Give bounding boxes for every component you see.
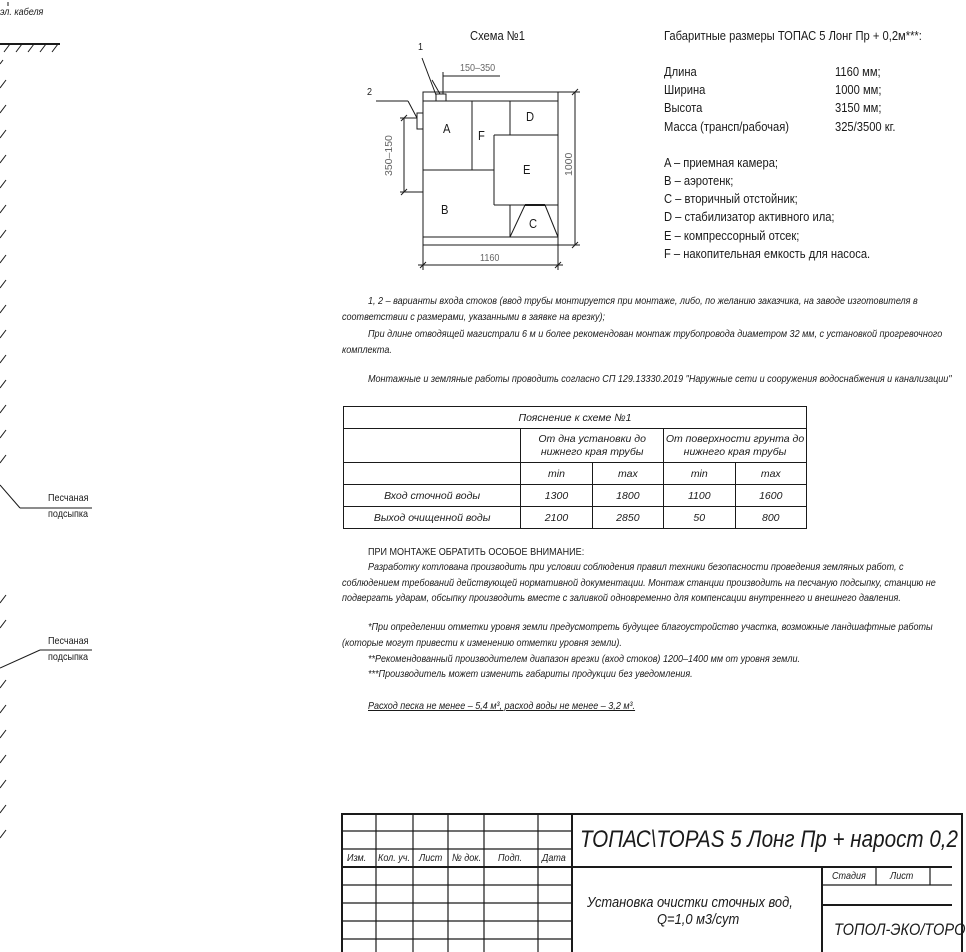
footnote-1-line2: (которые могут привести к изменению отметки уровня земли). [342,637,622,649]
tb-col-doc: № док. [452,852,482,864]
spec-table-caption: Пояснение к схеме №1 [344,407,807,429]
legend-item: E – компрессорный отсек; [664,228,800,243]
tb-description-line2: Q=1,0 м3/сут [657,911,740,928]
tb-col-izm: Изм. [347,852,367,864]
attention-line2: соблюдением требований действующей нормативной документации. Монтаж станции производить на песчаную подсыпку, станцию не [342,577,936,589]
dimensions-title: Габаритные размеры ТОПАС 5 Лонг Пр + 0,2м***: [664,28,922,43]
dim-top: 150–350 [460,62,496,74]
spec-group-1-header [521,429,664,463]
tb-product-title: ТОПАС\TOPAS 5 Лонг Пр + нарост 0,2 [580,826,959,853]
tb-company: ТОПОЛ-ЭКО/ТОРО [834,920,966,939]
attention-heading: ПРИ МОНТАЖЕ ОБРАТИТЬ ОСОБОЕ ВНИМАНИЕ: [368,546,585,558]
tb-col-date: Дата [542,852,566,864]
spec-subheader: max [735,463,807,485]
tb-col-kol: Кол. уч. [378,852,410,864]
dim-bottom: 1160 [480,252,500,264]
spec-group-2-line1: От поверхности грунта до [665,432,805,445]
dim-left: 350–150 [383,135,395,176]
spec-row-label: Вход сточной воды [344,485,521,507]
spec-table-empty-cell [344,429,521,463]
table-row [344,507,807,529]
callout-2: 2 [367,86,373,98]
legend-item: A – приемная камера; [664,155,779,170]
zone-c-label: C [529,216,538,231]
spec-subheader: max [592,463,663,485]
sand-label-1-line1: Песчаная [48,492,89,504]
spec-cell: 1800 [592,485,663,507]
dim-row-value: 1000 мм; [835,82,882,97]
dim-row-value: 325/3500 кг. [835,119,896,134]
scheme-title: Схема №1 [470,28,525,43]
legend-item: D – стабилизатор активного ила; [664,209,835,224]
zone-a-label: A [443,121,451,136]
cable-label: эл. кабеля [0,6,44,18]
dim-row-value: 3150 мм; [835,100,882,115]
dim-row-label: Высота [664,100,703,115]
spec-table-empty-cell [344,463,521,485]
dim-right: 1000 [563,152,575,176]
spec-group-1-line1: От дна установки до [538,432,646,445]
note-1-line1: 1, 2 – варианты входа стоков (ввод трубы монтируется при монтаже, либо, по желанию заказчика, на заводе изготовителя в [368,295,918,307]
note-1-line2: соответствии с размерами, указанными в заявке на врезку); [342,311,606,323]
spec-cell: 1600 [735,485,807,507]
tb-col-list: Лист [419,852,443,864]
spec-cell: 1300 [521,485,592,507]
spec-cell: 2850 [592,507,663,529]
spec-group-2-line2: нижнего края трубы [683,445,787,458]
note-3: Монтажные и земляные работы проводить согласно СП 129.13330.2019 "Наружные сети и сооружения водоснабжения и канализации" [368,373,952,385]
zone-b-label: B [441,202,449,217]
scheme-1-drawing [376,58,580,270]
note-2-line1: При длине отводящей магистрали 6 м и более рекомендован монтаж трубопровода диаметром 32 мм, с установкой прогревочного [368,328,943,340]
footnote-1-line1: *При определении отметки уровня земли предусмотреть будущее благоустройство участка, возможные ландшафтные работы [368,621,933,633]
spec-cell: 1100 [664,485,735,507]
dim-row-label: Ширина [664,82,706,97]
sand-label-2-line1: Песчаная [48,635,89,647]
consumption-note: Расход песка не менее – 5,4 м³, расход воды не менее – 3,2 м³. [368,700,636,712]
dim-row-label: Масса (трансп/рабочая) [664,119,789,134]
callout-1: 1 [418,41,424,53]
legend-item: B – аэротенк; [664,173,734,188]
attention-line1: Разработку котлована производить при условии соблюдения правил техники безопасности проведения земляных работ, с [368,561,904,573]
zone-e-label: E [523,162,531,177]
tb-stage-label: Стадия [832,870,866,882]
zone-d-label: D [526,109,535,124]
spec-group-2-header [664,429,807,463]
table-row [344,485,807,507]
footnote-2: **Рекомендованный производителем диапазон врезки (вход стоков) 1200–1400 мм от уровня земли. [368,653,801,665]
dim-row-value: 1160 мм; [835,64,881,79]
note-2-line2: комплекта. [342,344,392,356]
spec-row-label: Выход очищенной воды [344,507,521,529]
legend-item: C – вторичный отстойник; [664,191,798,206]
tb-col-sign: Подп. [498,852,523,864]
left-ground-section [0,2,92,838]
spec-table [343,406,807,529]
spec-group-1-line2: нижнего края трубы [540,445,644,458]
spec-subheader: min [521,463,592,485]
spec-cell: 2100 [521,507,592,529]
spec-cell: 50 [664,507,735,529]
zone-f-label: F [478,128,485,143]
tb-description-line1: Установка очистки сточных вод, [587,894,793,911]
spec-subheader: min [664,463,735,485]
spec-cell: 800 [735,507,807,529]
legend-item: F – накопительная емкость для насоса. [664,246,871,261]
sand-label-2-line2: подсыпка [48,651,89,663]
footnote-3: ***Производитель может изменить габариты продукции без уведомления. [368,668,693,680]
dim-row-label: Длина [664,64,697,79]
attention-line3: подвергать ударам, обсыпку производить вместе с заливкой одновременно для компенсации внутреннего и внешнего давления. [342,592,901,604]
sand-label-1-line2: подсыпка [48,508,89,520]
tb-sheet-label: Лист [890,870,914,882]
